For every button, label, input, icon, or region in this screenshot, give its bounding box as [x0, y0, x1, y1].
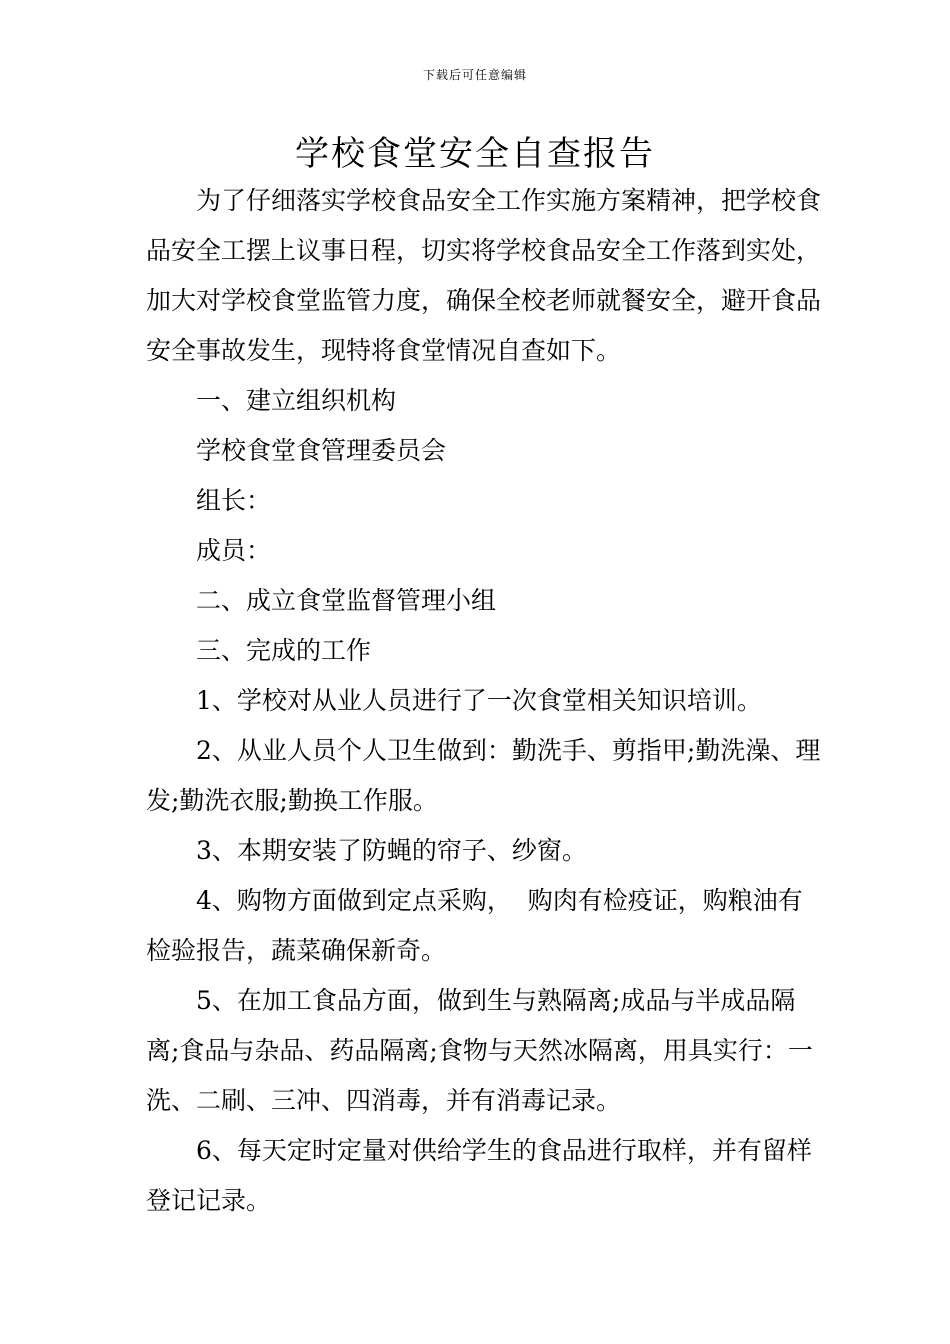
- work-item-4: 4、购物方面做到定点采购， 购肉有检疫证，购粮油有检验报告，蔬菜确保新奇。: [146, 886, 803, 965]
- intro-paragraph: 为了仔细落实学校食品安全工作实施方案精神，把学校食品安全工摆上议事日程，切实将学校食品安全工作落到实处，加大对学校食堂监管力度，确保全校老师就餐安全，避开食品安全事故发生，现特将食堂情况自查如下。: [146, 186, 822, 365]
- document-body: [146, 176, 826, 1226]
- section-heading-3: 三、完成的工作: [196, 636, 372, 665]
- leader-line: 组长：: [196, 486, 272, 515]
- work-item-1: 1、学校对从业人员进行了一次食堂相关知识培训。: [196, 686, 762, 715]
- work-item-6: 6、每天定时定量对供给学生的食品进行取样，并有留样登记记录。: [146, 1136, 812, 1215]
- work-item-2: 2、从业人员个人卫生做到：勤洗手、剪指甲;勤洗澡、理发;勤洗衣服;勤换工作服。: [146, 736, 821, 815]
- committee-name: 学校食堂食管理委员会: [196, 436, 447, 465]
- work-item-5: 5、在加工食品方面，做到生与熟隔离;成品与半成品隔离;食品与杂品、药品隔离;食物与天然冰隔离，用具实行：一洗、二刷、三冲、四消毒，并有消毒记录。: [146, 986, 813, 1115]
- members-line: 成员：: [196, 536, 272, 565]
- section-heading-2: 二、成立食堂监督管理小组: [196, 586, 497, 615]
- header-note: 下载后可任意编辑: [422, 68, 527, 82]
- work-item-3: 3、本期安装了防蝇的帘子、纱窗。: [196, 836, 587, 865]
- document-title: 学校食堂安全自查报告: [295, 134, 655, 174]
- section-heading-1: 一、建立组织机构: [196, 386, 397, 415]
